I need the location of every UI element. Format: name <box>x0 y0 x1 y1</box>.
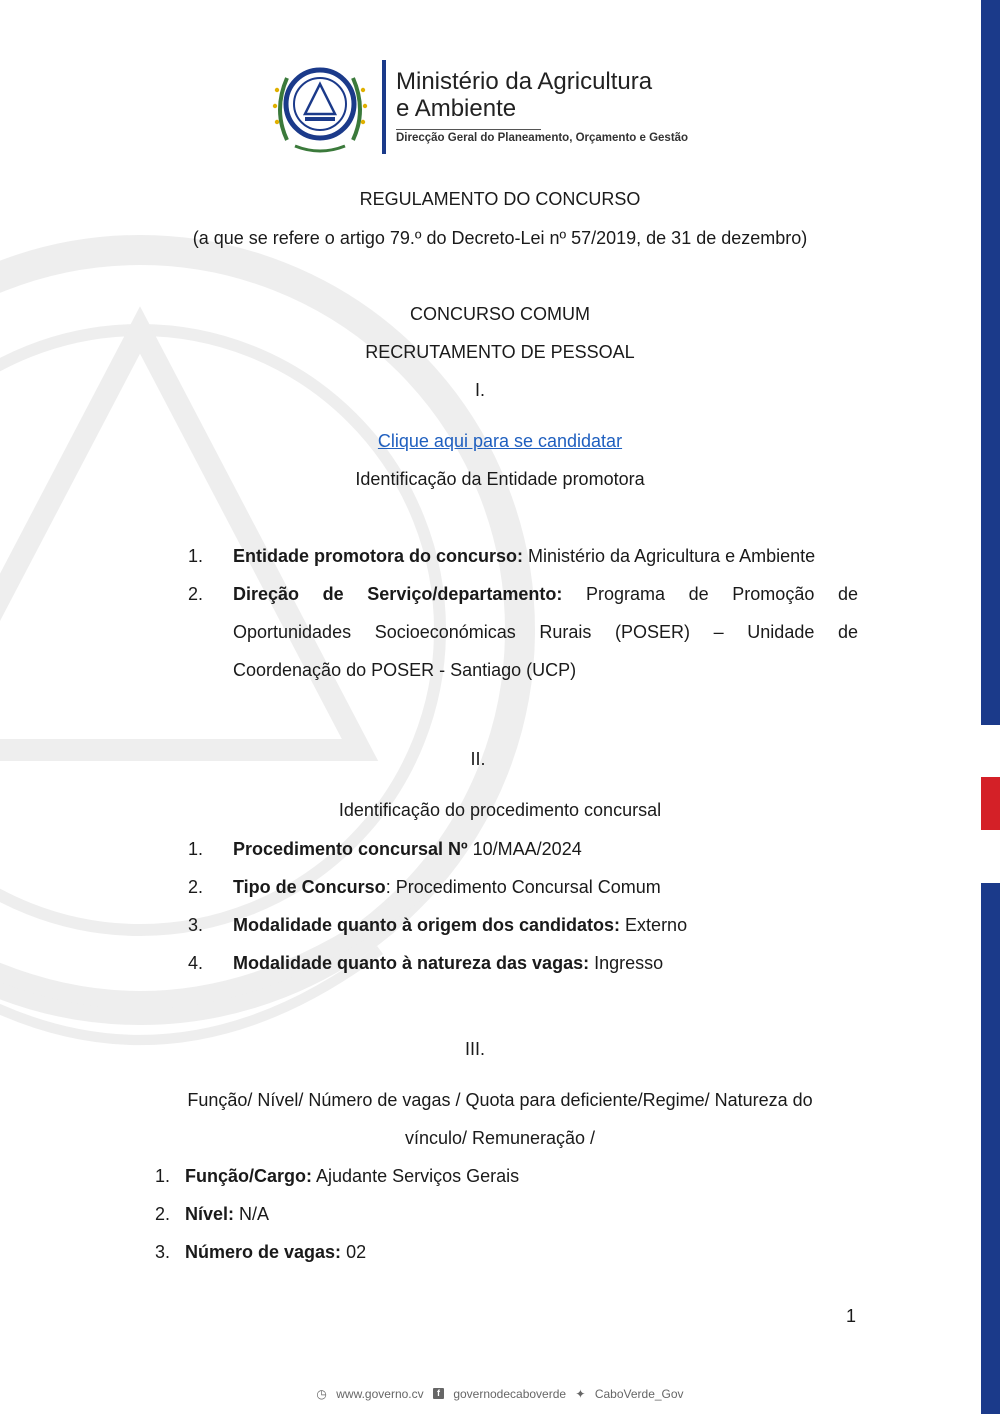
list-item-number: 1. <box>188 546 204 566</box>
ministry-name-line2: e Ambiente <box>396 95 517 122</box>
footer <box>0 1386 1000 1401</box>
list-item-value: N/A <box>234 1204 270 1224</box>
list-item-label: Função/Cargo: <box>185 1166 313 1186</box>
letterhead <box>265 56 735 156</box>
header-divider <box>382 60 386 154</box>
list-item-value: 02 <box>341 1242 367 1262</box>
apply-link[interactable]: Clique aqui para se candidatar <box>377 431 623 451</box>
list-item-label: Direção de Serviço/departamento: <box>233 584 563 604</box>
list-item-text <box>233 944 663 982</box>
list-item-number: 2. <box>188 584 204 604</box>
list-item-label: Entidade promotora do concurso: <box>233 546 524 566</box>
list-item-text <box>185 1157 519 1195</box>
list-item-label: Modalidade quanto à origem dos candidatos: <box>233 915 621 935</box>
footer-website[interactable]: www.governo.cv <box>336 1386 424 1401</box>
list-item-text <box>233 575 858 689</box>
list-item-number: 2. <box>188 877 204 897</box>
facebook-icon: f <box>433 1388 444 1399</box>
concurso-type: CONCURSO COMUM <box>410 304 590 324</box>
directorate-name: Direcção Geral do Planeamento, Orçamento e Gestão <box>396 132 689 144</box>
section-2-numeral: II. <box>470 749 486 769</box>
list-item-text <box>185 1195 269 1233</box>
list-item-label: Nível: <box>185 1204 235 1224</box>
list-item-value: : Procedimento Concursal Comum <box>385 877 661 897</box>
list-item-text <box>233 868 661 906</box>
list-item-text <box>233 906 687 944</box>
list-item-text <box>233 830 582 868</box>
section-3-heading-line1: Função/ Nível/ Número de vagas / Quota para deficiente/Regime/ Natureza do <box>187 1090 813 1110</box>
section-3-numeral: III. <box>464 1039 485 1059</box>
list-item-number: 2. <box>155 1204 171 1224</box>
list-item-value: Ajudante Serviços Gerais <box>312 1166 520 1186</box>
section-1-numeral: I. <box>474 380 485 400</box>
list-item-number: 1. <box>155 1166 171 1186</box>
section-2-heading: Identificação do procedimento concursal <box>338 800 662 820</box>
globe-icon: ◷ <box>316 1386 327 1401</box>
section-3-heading-line2: vínculo/ Remuneração / <box>404 1128 596 1148</box>
list-item-text <box>185 1233 366 1271</box>
ministry-name <box>396 68 652 122</box>
list-item-label: Procedimento concursal Nº <box>233 839 468 859</box>
list-item-number: 3. <box>188 915 204 935</box>
list-item-value: Programa de Promoção de Oportunidades Socioeconómicas Rurais (POSER) – Unidade de Coordenação do POSER - Santiago (UCP) <box>233 584 858 680</box>
list-item-text <box>233 537 858 575</box>
list-item-value: Ingresso <box>589 953 664 973</box>
coat-of-arms-icon <box>265 60 375 154</box>
section-1-heading: Identificação da Entidade promotora <box>355 469 645 489</box>
list-item-label: Modalidade quanto à natureza das vagas: <box>233 953 590 973</box>
page-number: 1 <box>846 1306 857 1326</box>
list-item-value: Ministério da Agricultura e Ambiente <box>523 546 816 566</box>
list-item-label: Tipo de Concurso <box>233 877 386 897</box>
list-item-label: Número de vagas: <box>185 1242 342 1262</box>
document-title: REGULAMENTO DO CONCURSO <box>359 189 641 209</box>
ministry-name-line1: Ministério da Agricultura <box>396 68 653 95</box>
list-item-number: 1. <box>188 839 204 859</box>
footer-facebook[interactable]: governodecaboverde <box>453 1386 567 1401</box>
list-item-number: 4. <box>188 953 204 973</box>
document-subtitle: (a que se refere o artigo 79.º do Decreto-Lei nº 57/2019, de 31 de dezembro) <box>192 228 808 248</box>
recruitment-heading: RECRUTAMENTO DE PESSOAL <box>365 342 635 362</box>
list-item-value: 10/MAA/2024 <box>467 839 582 859</box>
list-item-value: Externo <box>620 915 688 935</box>
twitter-icon: ✦ <box>575 1386 586 1401</box>
list-item-number: 3. <box>155 1242 171 1262</box>
ministry-underline <box>396 129 541 130</box>
footer-twitter[interactable]: CaboVerde_Gov <box>594 1386 684 1401</box>
